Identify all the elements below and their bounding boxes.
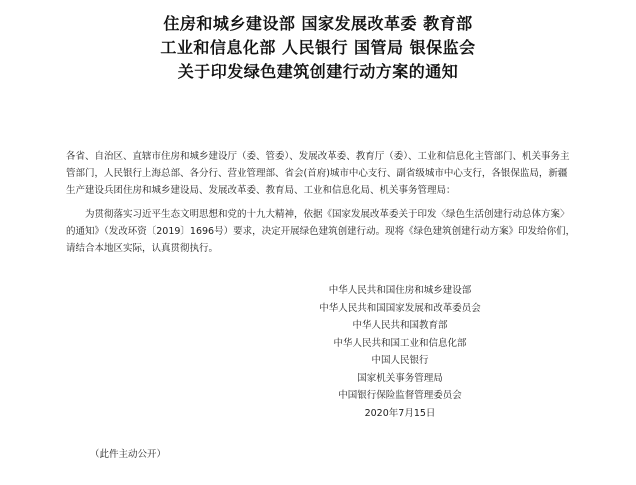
issue-date: 2020年7月15日 <box>364 407 436 419</box>
recipients-paragraph: 各省、自治区、直辖市住房和城乡建设厅（委、管委）、发展改革委、教育厅（委）、工业和信息化主管部门、机关事务主管部门，人民银行上海总部、各分行、营业管理部、省会(首府)城市中心支行、副省级城市中心支行，各银保监局，新疆生产建设兵团住房和城乡建设局、发展改革委、教育局、工业和信息化局、机关事务管理局： <box>66 151 570 196</box>
title-line-2: 工业和信息化部 人民银行 国管局 银保监会 <box>160 38 476 57</box>
signatory: 国家机关事务管理局 <box>357 372 443 384</box>
document-title <box>0 12 636 84</box>
signatory: 中国人民银行 <box>371 355 429 366</box>
body-paragraph: 为贯彻落实习近平生态文明思想和党的十九大精神，依据《国家发展改革委关于印发〈绿色生活创建行动总体方案〉的通知》（发改环资〔2019〕1696号）要求，决定开展绿色建筑创建行动。现将《绿色建筑创建行动方案》印发给你们，请结合本地区实际，认真贯彻执行。 <box>66 209 576 254</box>
disclosure-note: （此件主动公开） <box>90 449 167 460</box>
title-line-1: 住房和城乡建设部 国家发展改革委 教育部 <box>163 14 473 33</box>
signatory: 中华人民共和国教育部 <box>352 320 448 331</box>
signature-block <box>300 282 500 422</box>
title-line-3: 关于印发绿色建筑创建行动方案的通知 <box>177 62 459 81</box>
signatory: 中华人民共和国住房和城乡建设部 <box>328 285 472 296</box>
signatory: 中国银行保险监督管理委员会 <box>338 390 462 401</box>
signatory: 中华人民共和国工业和信息化部 <box>333 337 467 349</box>
signatory: 中华人民共和国国家发展和改革委员会 <box>319 302 481 314</box>
